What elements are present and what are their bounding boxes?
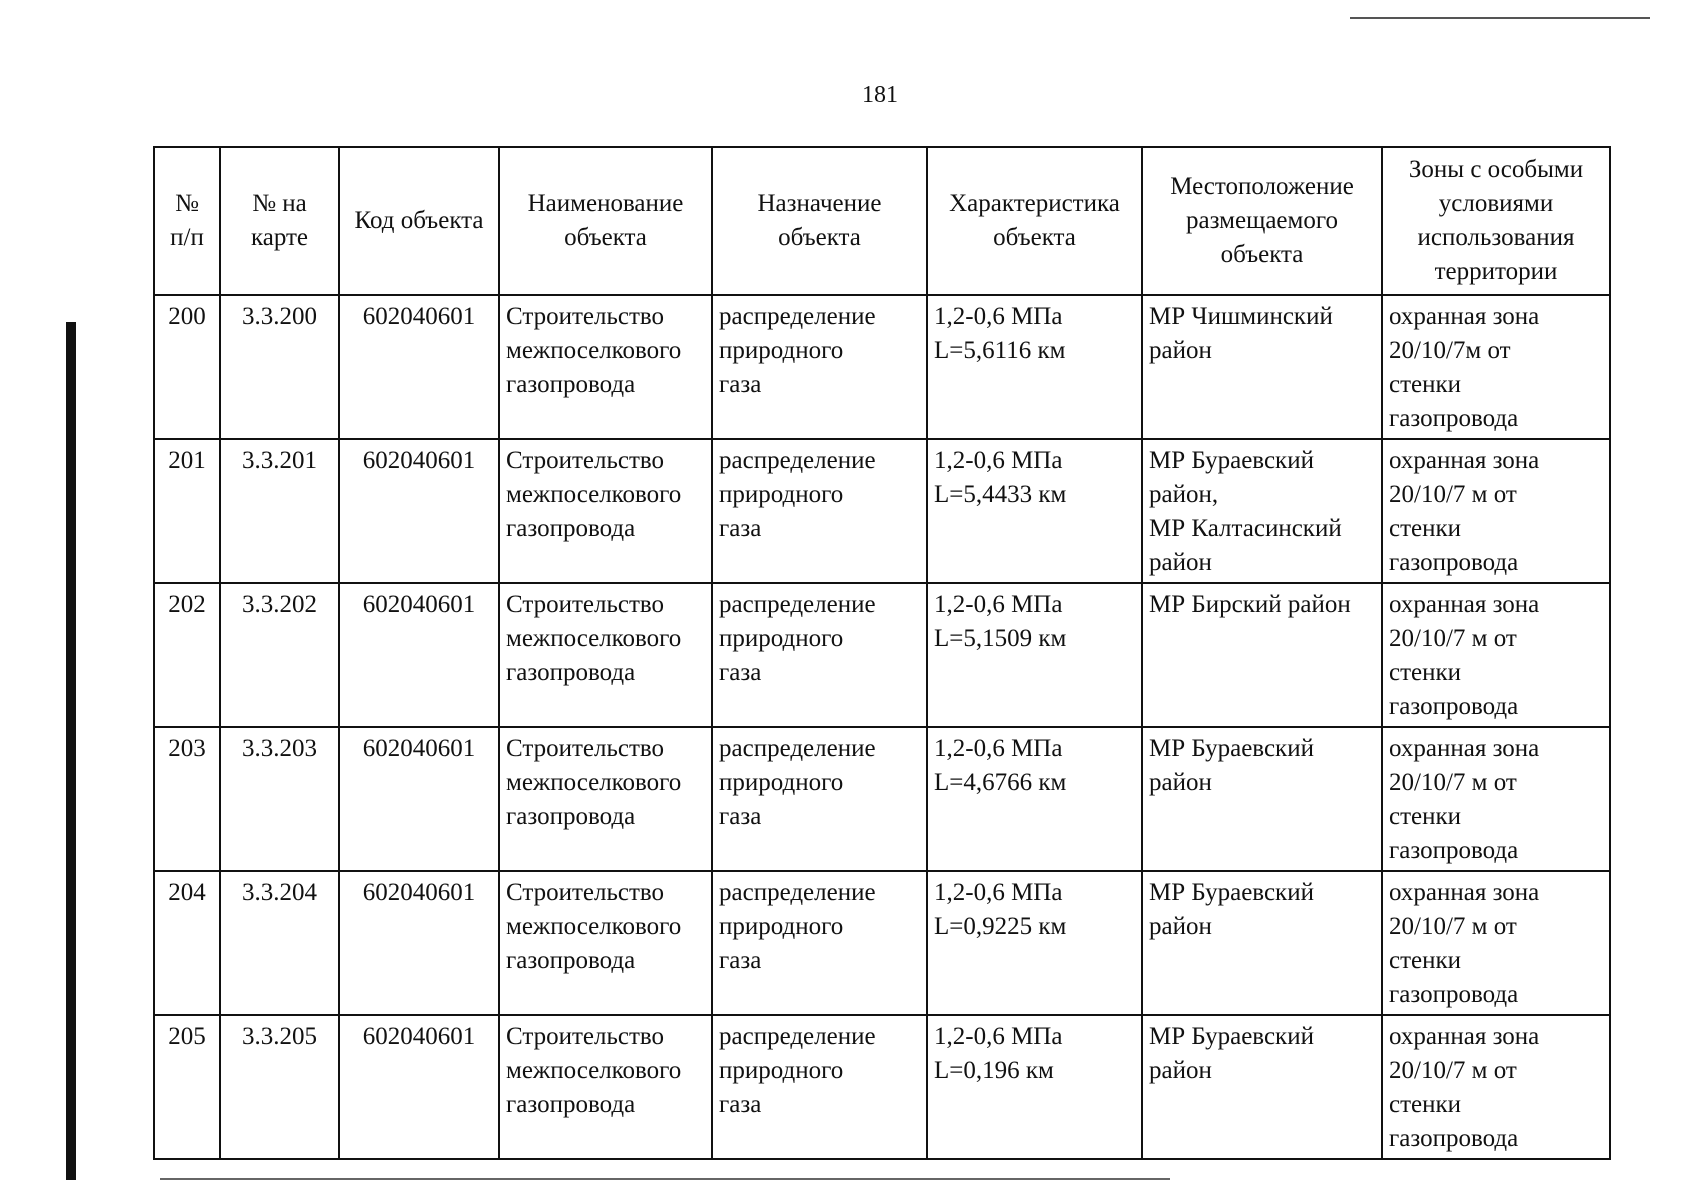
cell-line: L=5,6116 км: [934, 337, 1066, 364]
cell-line: Строительство: [506, 735, 665, 762]
cell-line: 1,2-0,6 МПа: [934, 591, 1063, 618]
header-object-purpose: [712, 147, 927, 295]
cell-line: газопровода: [506, 515, 636, 542]
table-body: [154, 295, 1610, 1159]
cell-object-code: 602040601: [339, 583, 499, 727]
cell-line: Строительство: [506, 879, 665, 906]
cell-object-purpose: [712, 871, 927, 1015]
cell-line: Строительство: [506, 1023, 665, 1050]
header-line: объекта: [1220, 241, 1304, 268]
cell-line: охранная зона: [1389, 735, 1540, 762]
table-header-row: [154, 147, 1610, 295]
cell-line: газопровода: [506, 1091, 636, 1118]
cell-object-name: [499, 871, 712, 1015]
cell-object-code: 602040601: [339, 1015, 499, 1159]
cell-line: L=4,6766 км: [934, 769, 1067, 796]
cell-line: газа: [719, 803, 762, 830]
cell-line: охранная зона: [1389, 1023, 1540, 1050]
cell-object-characteristic: [927, 583, 1142, 727]
cell-line: МР Бураевский: [1149, 735, 1314, 762]
header-line: использования: [1417, 224, 1575, 251]
cell-line: район: [1149, 549, 1212, 576]
cell-line: Строительство: [506, 447, 665, 474]
cell-object-purpose: [712, 295, 927, 439]
cell-object-code: 602040601: [339, 439, 499, 583]
header-line: объекта: [993, 224, 1076, 251]
cell-line: МР Бураевский: [1149, 879, 1314, 906]
cell-num: 200: [154, 295, 220, 439]
cell-line: L=5,1509 км: [934, 625, 1067, 652]
header-line: п/п: [170, 224, 204, 251]
cell-line: охранная зона: [1389, 591, 1540, 618]
cell-num: 205: [154, 1015, 220, 1159]
cell-line: охранная зона: [1389, 879, 1540, 906]
cell-special-zones: [1382, 1015, 1610, 1159]
cell-object-location: [1142, 583, 1382, 727]
table-row: [154, 871, 1610, 1015]
cell-line: Строительство: [506, 591, 665, 618]
cell-map-number: 3.3.204: [220, 871, 339, 1015]
cell-object-characteristic: [927, 871, 1142, 1015]
cell-special-zones: [1382, 727, 1610, 871]
cell-line: газопровода: [506, 947, 636, 974]
cell-line: распределение: [719, 591, 876, 618]
cell-line: стенки: [1389, 1091, 1462, 1118]
header-object-characteristic: [927, 147, 1142, 295]
cell-line: распределение: [719, 735, 876, 762]
scan-artifact-top-line: [1350, 17, 1650, 19]
cell-line: 20/10/7 м от: [1389, 913, 1517, 940]
cell-object-location: [1142, 727, 1382, 871]
cell-line: стенки: [1389, 659, 1462, 686]
cell-object-code: 602040601: [339, 727, 499, 871]
cell-special-zones: [1382, 439, 1610, 583]
cell-line: газа: [719, 371, 762, 398]
header-line: объекта: [564, 224, 647, 251]
cell-line: межпоселкового: [506, 337, 682, 364]
cell-object-code: 602040601: [339, 295, 499, 439]
cell-line: L=0,9225 км: [934, 913, 1067, 940]
cell-line: 20/10/7 м от: [1389, 625, 1517, 652]
cell-num: 204: [154, 871, 220, 1015]
cell-line: газопровода: [506, 371, 636, 398]
header-object-code: [339, 147, 499, 295]
cell-object-purpose: [712, 1015, 927, 1159]
cell-line: охранная зона: [1389, 303, 1540, 330]
cell-object-name: [499, 1015, 712, 1159]
cell-special-zones: [1382, 295, 1610, 439]
header-map-number: [220, 147, 339, 295]
header-line: территории: [1434, 258, 1558, 285]
header-line: Назначение: [757, 190, 882, 217]
cell-line: 1,2-0,6 МПа: [934, 735, 1063, 762]
cell-line: район,: [1149, 481, 1219, 508]
cell-object-location: [1142, 871, 1382, 1015]
cell-line: МР Бирский район: [1149, 591, 1351, 618]
page-number: 181: [862, 82, 898, 108]
cell-map-number: 3.3.200: [220, 295, 339, 439]
header-line: Местоположение: [1170, 173, 1354, 200]
cell-line: стенки: [1389, 947, 1462, 974]
header-num: [154, 147, 220, 295]
cell-object-purpose: [712, 727, 927, 871]
cell-line: L=0,196 км: [934, 1057, 1054, 1084]
cell-object-location: [1142, 1015, 1382, 1159]
cell-object-name: [499, 439, 712, 583]
cell-line: 20/10/7 м от: [1389, 769, 1517, 796]
cell-line: Строительство: [506, 303, 665, 330]
cell-object-characteristic: [927, 439, 1142, 583]
cell-object-characteristic: [927, 727, 1142, 871]
header-line: №: [175, 190, 199, 217]
cell-line: природного: [719, 625, 844, 652]
cell-line: межпоселкового: [506, 913, 682, 940]
cell-line: распределение: [719, 879, 876, 906]
cell-line: L=5,4433 км: [934, 481, 1067, 508]
table-row: [154, 583, 1610, 727]
cell-line: газа: [719, 947, 762, 974]
cell-line: район: [1149, 1057, 1212, 1084]
header-line: Зоны с особыми: [1408, 156, 1584, 183]
cell-line: 20/10/7 м от: [1389, 481, 1517, 508]
table-row: [154, 439, 1610, 583]
cell-line: газопровода: [1389, 549, 1519, 576]
cell-line: МР Калтасинский: [1149, 515, 1342, 542]
header-line: условиями: [1438, 190, 1554, 217]
cell-line: стенки: [1389, 371, 1462, 398]
cell-line: природного: [719, 769, 844, 796]
header-line: карте: [250, 224, 309, 251]
cell-line: газа: [719, 1091, 762, 1118]
cell-map-number: 3.3.203: [220, 727, 339, 871]
objects-table: [153, 146, 1611, 1160]
cell-line: стенки: [1389, 803, 1462, 830]
cell-object-name: [499, 295, 712, 439]
cell-object-purpose: [712, 439, 927, 583]
table-row: [154, 295, 1610, 439]
cell-object-location: [1142, 295, 1382, 439]
cell-map-number: 3.3.205: [220, 1015, 339, 1159]
header-line: Код объекта: [354, 207, 484, 234]
cell-line: газопровода: [506, 803, 636, 830]
cell-line: газопровода: [1389, 405, 1519, 432]
cell-line: природного: [719, 481, 844, 508]
header-line: объекта: [778, 224, 861, 251]
cell-line: природного: [719, 337, 844, 364]
table-row: [154, 1015, 1610, 1159]
header-line: № на: [252, 190, 307, 217]
cell-line: 1,2-0,6 МПа: [934, 447, 1063, 474]
cell-line: распределение: [719, 1023, 876, 1050]
table-row: [154, 727, 1610, 871]
cell-line: район: [1149, 913, 1212, 940]
cell-map-number: 3.3.202: [220, 583, 339, 727]
cell-line: межпоселкового: [506, 769, 682, 796]
cell-special-zones: [1382, 583, 1610, 727]
cell-line: природного: [719, 1057, 844, 1084]
cell-object-characteristic: [927, 295, 1142, 439]
header-object-location: [1142, 147, 1382, 295]
cell-line: газа: [719, 515, 762, 542]
cell-line: газопровода: [1389, 1125, 1519, 1152]
header-line: размещаемого: [1186, 207, 1338, 234]
cell-line: газопровода: [1389, 693, 1519, 720]
cell-line: МР Бураевский: [1149, 447, 1314, 474]
cell-line: газопровода: [1389, 981, 1519, 1008]
cell-line: 1,2-0,6 МПа: [934, 879, 1063, 906]
cell-line: район: [1149, 337, 1212, 364]
cell-line: газа: [719, 659, 762, 686]
cell-line: газопровода: [1389, 837, 1519, 864]
cell-object-name: [499, 727, 712, 871]
cell-num: 203: [154, 727, 220, 871]
cell-special-zones: [1382, 871, 1610, 1015]
cell-line: 1,2-0,6 МПа: [934, 1023, 1063, 1050]
header-line: Характеристика: [949, 190, 1120, 217]
cell-line: распределение: [719, 447, 876, 474]
cell-num: 202: [154, 583, 220, 727]
cell-object-name: [499, 583, 712, 727]
cell-line: межпоселкового: [506, 481, 682, 508]
cell-line: 1,2-0,6 МПа: [934, 303, 1063, 330]
cell-num: 201: [154, 439, 220, 583]
cell-line: распределение: [719, 303, 876, 330]
cell-line: район: [1149, 769, 1212, 796]
cell-line: МР Чишминский: [1149, 303, 1333, 330]
cell-map-number: 3.3.201: [220, 439, 339, 583]
cell-object-location: [1142, 439, 1382, 583]
cell-line: МР Бураевский: [1149, 1023, 1314, 1050]
cell-line: газопровода: [506, 659, 636, 686]
cell-line: 20/10/7 м от: [1389, 1057, 1517, 1084]
scan-artifact-left-bar: [66, 322, 76, 1180]
cell-object-purpose: [712, 583, 927, 727]
cell-line: охранная зона: [1389, 447, 1540, 474]
scan-artifact-bottom-line: [160, 1178, 1170, 1180]
cell-line: природного: [719, 913, 844, 940]
cell-object-characteristic: [927, 1015, 1142, 1159]
cell-line: 20/10/7м от: [1389, 337, 1511, 364]
header-special-zones: [1382, 147, 1610, 295]
cell-line: межпоселкового: [506, 625, 682, 652]
cell-line: межпоселкового: [506, 1057, 682, 1084]
header-line: Наименование: [527, 190, 684, 217]
cell-line: стенки: [1389, 515, 1462, 542]
cell-object-code: 602040601: [339, 871, 499, 1015]
header-object-name: [499, 147, 712, 295]
